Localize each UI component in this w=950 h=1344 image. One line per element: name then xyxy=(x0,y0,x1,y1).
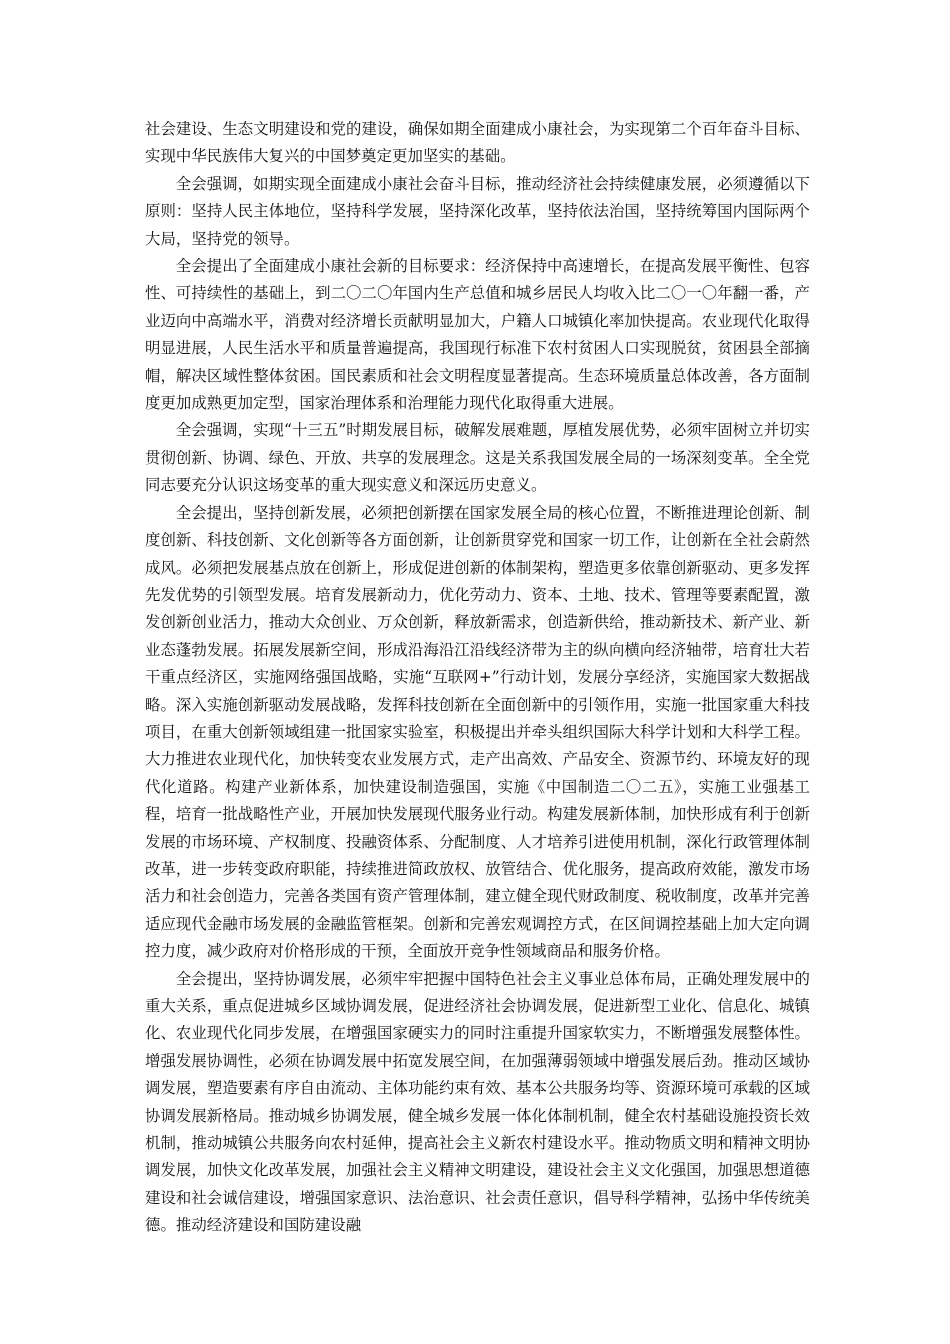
paragraph-continuation: 社会建设、生态文明建设和党的建设，确保如期全面建成小康社会，为实现第二个百年奋斗目标、实现中华民族伟大复兴的中国梦奠定更加坚实的基础。 xyxy=(145,120,810,166)
document-page xyxy=(145,116,810,1240)
paragraph-innovation-development: 全会提出，坚持创新发展，必须把创新摆在国家发展全局的核心位置，不断推进理论创新、制度创新、科技创新、文化创新等各方面创新，让创新贯穿党和国家一切工作，让创新在全社会蔚然成风。必须把发展基点放在创新上，形成促进创新的体制架构，塑造更多依靠创新驱动、更多发挥先发优势的引领型发展。培育发展新动力，优化劳动力、资本、土地、技术、管理等要素配置，激发创新创业活力，推动大众创业、万众创新，释放新需求，创造新供给，推动新技术、新产业、新业态蓬勃发展。拓展发展新空间，形成沿海沿江沿线经济带为主的纵向横向经济轴带，培育壮大若干重点经济区，实施网络强国战略，实施“互联网+”行动计划，发展分享经济，实施国家大数据战略。深入实施创新驱动发展战略，发挥科技创新在全面创新中的引领作用，实施一批国家重大科技项目，在重大创新领域组建一批国家实验室，积极提出并牵头组织国际大科学计划和大科学工程。大力推进农业现代化，加快转变农业发展方式，走产出高效、产品安全、资源节约、环境友好的现代化道路。构建产业新体系，加快建设制造强国，实施《中国制造二〇二五》，实施工业强基工程，培育一批战略性产业，开展加快发展现代服务业行动。构建发展新体制，加快形成有利于创新发展的市场环境、产权制度、投融资体系、分配制度、人才培养引进使用机制，深化行政管理体制改革，进一步转变政府职能，持续推进简政放权、放管结合、优化服务，提高政府效能，激发市场活力和社会创造力，完善各类国有资产管理体制，建立健全现代财政制度、税收制度，改革并完善适应现代金融市场发展的金融监管框架。创新和完善宏观调控方式，在区间调控基础上加大定向调控力度，减少政府对价格形成的干预，全面放开竞争性领域商品和服务价格。 xyxy=(145,503,810,961)
paragraph-development-concepts: 全会强调，实现“十三五”时期发展目标，破解发展难题，厚植发展优势，必须牢固树立并切实贯彻创新、协调、绿色、开放、共享的发展理念。这是关系我国发展全局的一场深刻变革。全全党同志要充分认识这场变革的重大现实意义和深远历史意义。 xyxy=(145,421,810,495)
paragraph-principles: 全会强调，如期实现全面建成小康社会奋斗目标，推动经济社会持续健康发展，必须遵循以下原则：坚持人民主体地位，坚持科学发展，坚持深化改革，坚持依法治国，坚持统筹国内国际两个大局，坚持党的领导。 xyxy=(145,174,810,248)
paragraph-goals: 全会提出了全面建成小康社会新的目标要求：经济保持中高速增长，在提高发展平衡性、包容性、可持续性的基础上，到二〇二〇年国内生产总值和城乡居民人均收入比二〇一〇年翻一番，产业迈向中高端水平，消费对经济增长贡献明显加大，户籍人口城镇化率加快提高。农业现代化取得明显进展，人民生活水平和质量普遍提高，我国现行标准下农村贫困人口实现脱贫，贫困县全部摘帽，解决区域性整体贫困。国民素质和社会文明程度显著提高。生态环境质量总体改善，各方面制度更加成熟更加定型，国家治理体系和治理能力现代化取得重大进展。 xyxy=(145,257,810,413)
paragraph-coordinated-development: 全会提出，坚持协调发展，必须牢牢把握中国特色社会主义事业总体布局，正确处理发展中的重大关系，重点促进城乡区域协调发展，促进经济社会协调发展，促进新型工业化、信息化、城镇化、农业现代化同步发展，在增强国家硬实力的同时注重提升国家软实力，不断增强发展整体性。增强发展协调性，必须在协调发展中拓宽发展空间，在加强薄弱领域中增强发展后劲。推动区域协调发展，塑造要素有序自由流动、主体功能约束有效、基本公共服务均等、资源环境可承载的区域协调发展新格局。推动城乡协调发展，健全城乡发展一体化体制机制，健全农村基础设施投资长效机制，推动城镇公共服务向农村延伸，提高社会主义新农村建设水平。推动物质文明和精神文明协调发展，加快文化改革发展，加强社会主义精神文明建设，建设社会主义文化强国，加强思想道德建设和社会诚信建设，增强国家意识、法治意识、社会责任意识，倡导科学精神，弘扬中华传统美德。推动经济建设和国防建设融 xyxy=(145,969,810,1235)
